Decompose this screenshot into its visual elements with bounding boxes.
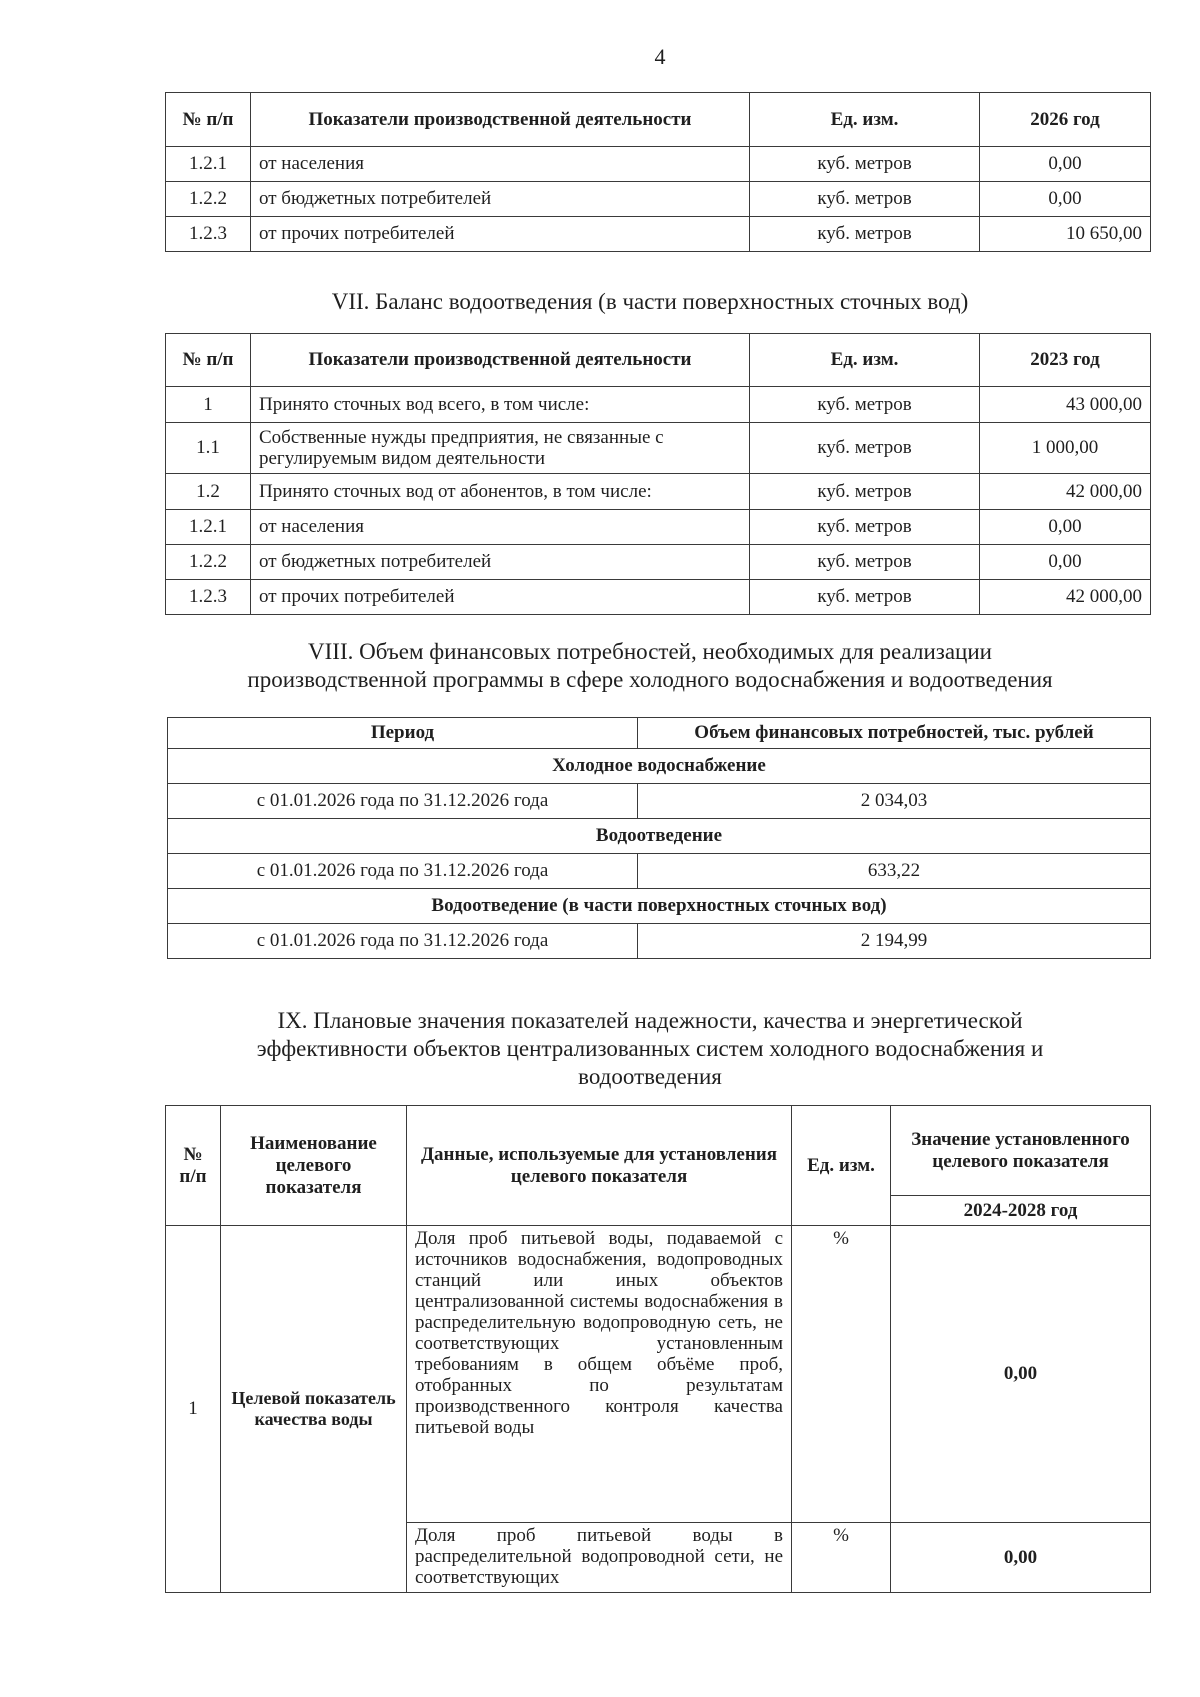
section-9-title-line3: водоотведения <box>578 1064 722 1089</box>
row-indicator-name: Целевой показатель качества воды <box>221 1226 407 1593</box>
row-value: 42 000,00 <box>980 474 1151 510</box>
header-year: 2023 год <box>980 334 1151 387</box>
row-value: 1 000,00 <box>980 423 1151 474</box>
group-heading-row <box>168 819 1151 854</box>
row-num: 1.1 <box>166 423 251 474</box>
row-value: 0,00 <box>891 1523 1151 1593</box>
row-value: 43 000,00 <box>980 387 1151 423</box>
row-num: 1.2.3 <box>166 580 251 615</box>
row-period: с 01.01.2026 года по 31.12.2026 года <box>168 854 638 889</box>
row-label: от населения <box>251 147 750 182</box>
group-heading-cold-water: Холодное водоснабжение <box>168 749 1151 784</box>
header-num: № п/п <box>166 334 251 387</box>
table-header-row <box>166 93 1151 147</box>
row-unit: куб. метров <box>750 423 980 474</box>
section-8-title-line2: производственной программы в сфере холодного водоснабжения и водоотведения <box>247 667 1053 692</box>
row-unit: куб. метров <box>750 510 980 545</box>
row-value: 42 000,00 <box>980 580 1151 615</box>
row-num: 1.2.2 <box>166 545 251 580</box>
row-value: 0,00 <box>980 510 1151 545</box>
group-heading-row <box>168 749 1151 784</box>
header-financial-volume: Объем финансовых потребностей, тыс. рублей <box>638 718 1151 749</box>
row-data-description: Доля проб питьевой воды, подаваемой с источников водоснабжения, водопроводных станций или иных объектов централизованной системы водоснабжения в распределительную водопроводную сеть, не соответствующих установленным требованиям в общем объёме проб, отобранных по результатам производственного контроля качества питьевой воды <box>407 1226 792 1523</box>
table-header-row <box>166 334 1151 387</box>
row-value: 633,22 <box>638 854 1151 889</box>
table-row <box>166 423 1151 474</box>
table-row <box>166 217 1151 252</box>
header-target-value: Значение установленного целевого показателя <box>891 1106 1151 1196</box>
header-indicator: Показатели производственной деятельности <box>251 334 750 387</box>
group-heading-surface-drainage: Водоотведение (в части поверхностных сточных вод) <box>168 889 1151 924</box>
row-unit: куб. метров <box>750 147 980 182</box>
row-label: от бюджетных потребителей <box>251 182 750 217</box>
header-period: 2024-2028 год <box>891 1196 1151 1226</box>
row-data-description: Доля проб питьевой воды в распределительной водопроводной сети, не соответствующих <box>407 1523 792 1593</box>
row-unit: куб. метров <box>750 545 980 580</box>
table-row <box>166 147 1151 182</box>
row-unit: куб. метров <box>750 182 980 217</box>
row-num: 1.2 <box>166 474 251 510</box>
row-label: Собственные нужды предприятия, не связанные с регулируемым видом деятельности <box>251 423 750 474</box>
section-8-title-line1: VIII. Объем финансовых потребностей, необходимых для реализации <box>308 639 992 664</box>
row-num: 1.2.1 <box>166 510 251 545</box>
row-unit: куб. метров <box>750 474 980 510</box>
row-period: с 01.01.2026 года по 31.12.2026 года <box>168 924 638 959</box>
row-unit: куб. метров <box>750 387 980 423</box>
row-unit: куб. метров <box>750 217 980 252</box>
row-label: Принято сточных вод от абонентов, в том числе: <box>251 474 750 510</box>
header-data-used: Данные, используемые для установления целевого показателя <box>407 1106 792 1226</box>
header-num: № п/п <box>166 93 251 147</box>
table-header-row <box>166 1106 1151 1196</box>
row-num: 1.2.1 <box>166 147 251 182</box>
row-label: от прочих потребителей <box>251 217 750 252</box>
table-row <box>166 510 1151 545</box>
row-label: от прочих потребителей <box>251 580 750 615</box>
row-value: 2 194,99 <box>638 924 1151 959</box>
section-8-title <box>150 638 1150 694</box>
row-value: 10 650,00 <box>980 217 1151 252</box>
table-target-indicators <box>165 1105 1151 1593</box>
row-num: 1.2.2 <box>166 182 251 217</box>
table-row <box>166 387 1151 423</box>
row-value: 2 034,03 <box>638 784 1151 819</box>
header-period: Период <box>168 718 638 749</box>
table-financial-needs <box>167 717 1151 959</box>
table-row <box>168 924 1151 959</box>
row-label: от бюджетных потребителей <box>251 545 750 580</box>
row-value: 0,00 <box>891 1226 1151 1523</box>
group-heading-row <box>168 889 1151 924</box>
header-indicator: Показатели производственной деятельности <box>251 93 750 147</box>
row-num: 1 <box>166 1226 221 1593</box>
row-num: 1 <box>166 387 251 423</box>
table-row <box>166 474 1151 510</box>
header-year: 2026 год <box>980 93 1151 147</box>
row-unit: % <box>792 1523 891 1593</box>
page-number: 4 <box>654 44 666 69</box>
table-row <box>166 580 1151 615</box>
table-water-balance-continued <box>165 92 1151 252</box>
table-row <box>168 854 1151 889</box>
header-unit: Ед. изм. <box>792 1106 891 1226</box>
row-value: 0,00 <box>980 147 1151 182</box>
table-row <box>166 182 1151 217</box>
table-drainage-balance <box>165 333 1151 615</box>
section-7-title: VII. Баланс водоотведения (в части поверхностных сточных вод) <box>331 289 969 314</box>
row-unit: % <box>792 1226 891 1523</box>
header-unit: Ед. изм. <box>750 334 980 387</box>
section-9-title-line1: IX. Плановые значения показателей надежности, качества и энергетической <box>277 1008 1023 1033</box>
table-row <box>166 1226 1151 1523</box>
row-value: 0,00 <box>980 545 1151 580</box>
row-label: Принято сточных вод всего, в том числе: <box>251 387 750 423</box>
row-unit: куб. метров <box>750 580 980 615</box>
header-num: № п/п <box>166 1106 221 1226</box>
row-num: 1.2.3 <box>166 217 251 252</box>
group-heading-drainage: Водоотведение <box>168 819 1151 854</box>
table-header-row <box>168 718 1151 749</box>
table-row <box>168 784 1151 819</box>
row-value: 0,00 <box>980 182 1151 217</box>
table-row <box>166 545 1151 580</box>
section-9-title-line2: эффективности объектов централизованных систем холодного водоснабжения и <box>256 1036 1044 1061</box>
section-9-title <box>150 1007 1150 1091</box>
row-label: от населения <box>251 510 750 545</box>
header-indicator-name: Наименование целевого показателя <box>221 1106 407 1226</box>
row-period: с 01.01.2026 года по 31.12.2026 года <box>168 784 638 819</box>
header-unit: Ед. изм. <box>750 93 980 147</box>
